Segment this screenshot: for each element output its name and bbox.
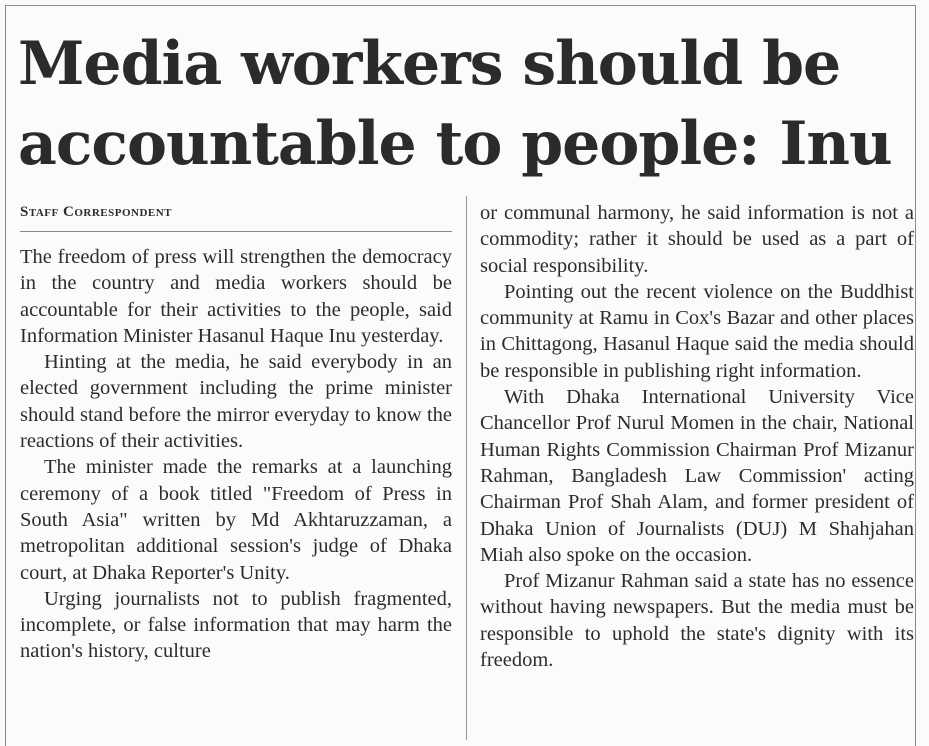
headline-line-2: accountable to people: Inu: [18, 109, 892, 179]
left-column-body: [20, 244, 452, 665]
paragraph: Urging journalists not to publish fragmented, incomplete, or false information that may harm the nation's history, culture: [20, 587, 452, 663]
paragraph: Hinting at the media, he said everybody in an elected government including the prime minister should stand before the mirror everyday to know the reactions of their activities.: [20, 351, 452, 453]
byline-rule: [20, 231, 452, 232]
article-headline: [18, 24, 918, 184]
byline: Staff Correspondent: [20, 204, 173, 220]
paragraph: Prof Mizanur Rahman said a state has no essence without having newspapers. But the media must be responsible to uphold the state's dignity with its freedom.: [480, 570, 914, 672]
column-divider: [466, 196, 467, 740]
headline-line-1: Media workers should be: [18, 29, 841, 99]
paragraph: Pointing out the recent violence on the Buddhist community at Ramu in Cox's Bazar and other places in Chittagong, Hasanul Haque said the media should be responsible in publishing right information.: [480, 280, 914, 382]
paragraph: or communal harmony, he said information is not a commodity; rather it should be used as a part of social responsibility.: [480, 202, 914, 277]
paragraph: The minister made the remarks at a launching ceremony of a book titled "Freedom of Press in South Asia" written by Md Akhtaruzzaman, a metropolitan additional session's judge of Dhaka court, at Dhaka Reporter's Unity.: [20, 456, 452, 584]
right-column: [480, 200, 914, 673]
left-column: [20, 200, 452, 665]
paragraph: With Dhaka International University Vice Chancellor Prof Nurul Momen in the chair, National Human Rights Commission Chairman Prof Mizanur Rahman, Bangladesh Law Commission' acting Chairman Prof Shah Alam, and former president of Dhaka Union of Journalists (DUJ) M Shahjahan Miah also spoke on the occasion.: [480, 386, 914, 566]
paragraph: The freedom of press will strengthen the democracy in the country and media workers should be accountable for their activities to the people, said Information Minister Hasanul Haque Inu yesterday.: [20, 246, 452, 347]
